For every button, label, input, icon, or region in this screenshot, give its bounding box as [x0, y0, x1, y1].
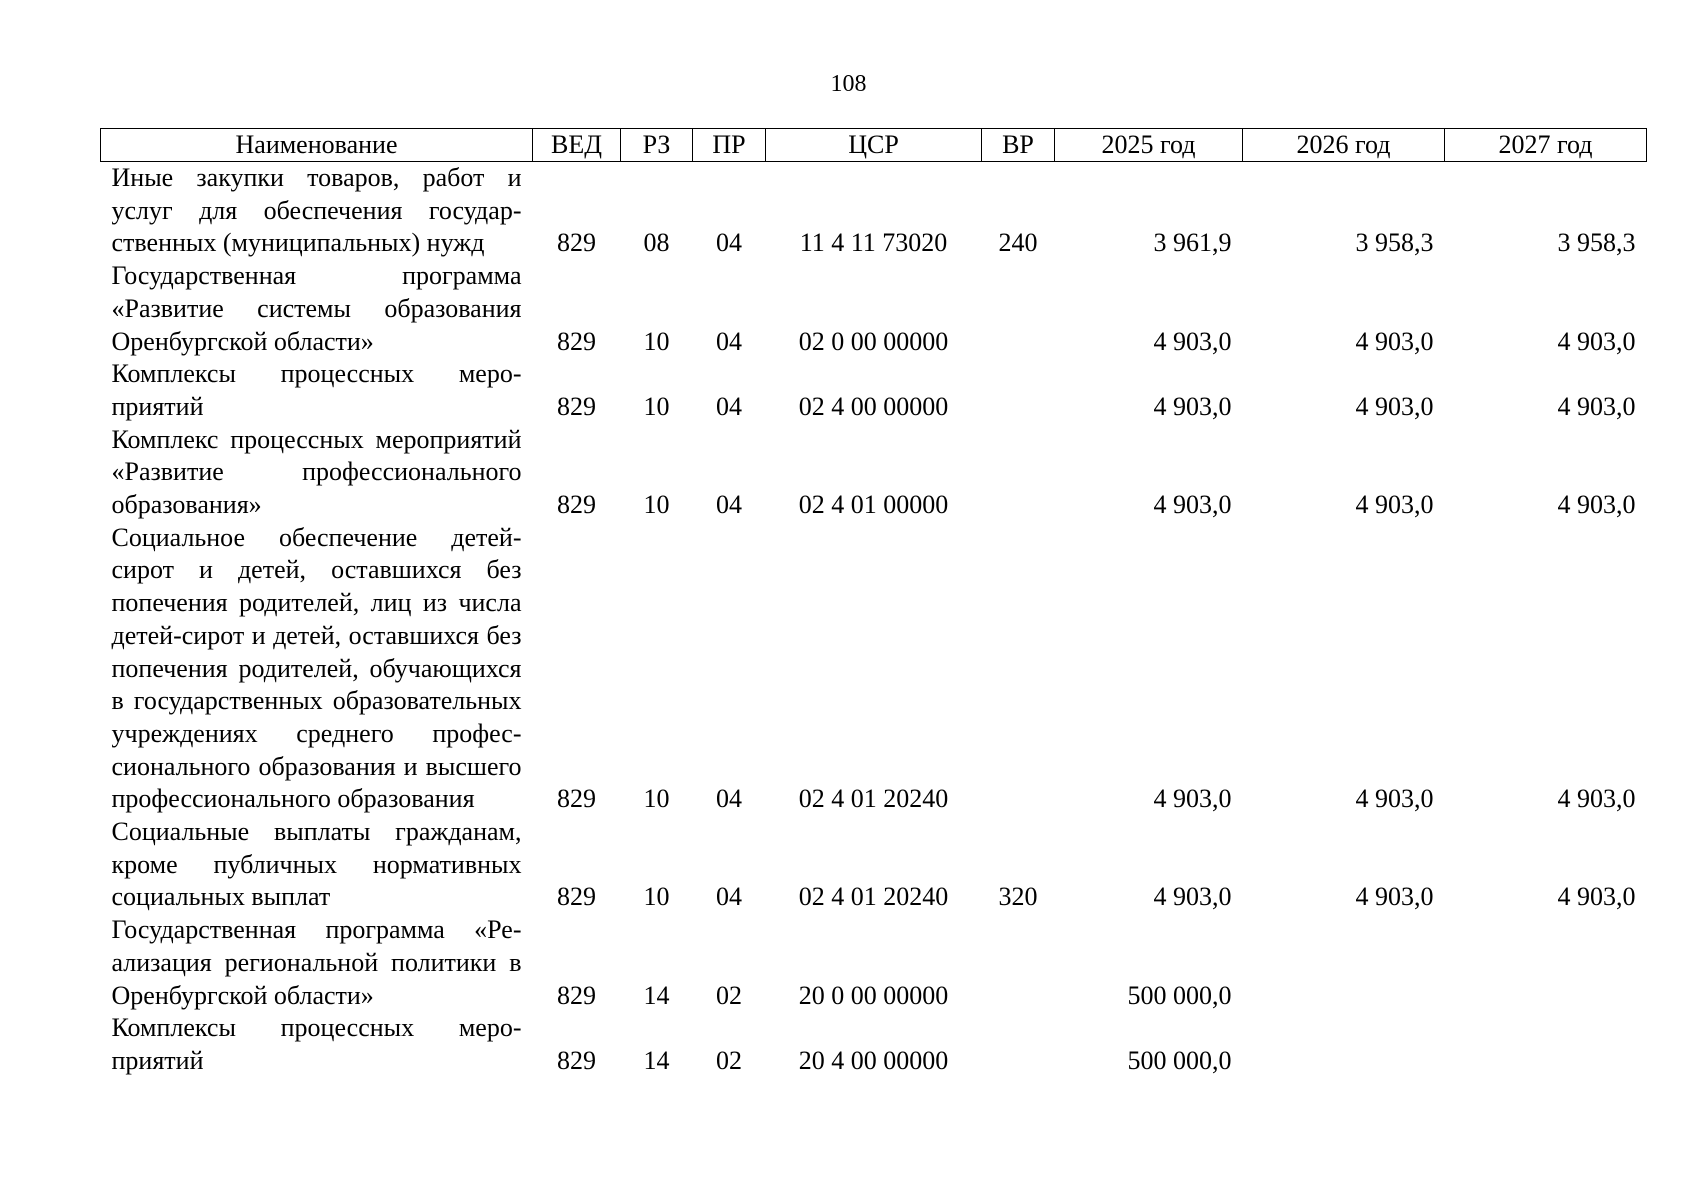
row-ved: 829	[557, 326, 596, 356]
row-pr: 02	[716, 980, 742, 1010]
table-row	[101, 260, 1647, 358]
row-pr: 04	[716, 882, 742, 912]
row-ved: 829	[557, 490, 596, 520]
header-vr: ВР	[982, 129, 1055, 162]
header-rz: РЗ	[621, 129, 693, 162]
table-row	[101, 358, 1647, 423]
row-csr: 02 4 01 20240	[798, 882, 949, 912]
row-2026: 4 903,0	[1355, 490, 1434, 520]
row-2026: 3 958,3	[1355, 228, 1434, 258]
header-2025: 2025 год	[1055, 129, 1243, 162]
header-ved: ВЕД	[533, 129, 621, 162]
row-rz: 10	[643, 784, 670, 814]
row-2027: 4 903,0	[1557, 882, 1636, 912]
row-2027	[1445, 914, 1647, 1012]
row-ved: 829	[557, 784, 596, 814]
row-vr	[982, 914, 1055, 1012]
row-vr	[982, 1012, 1055, 1077]
row-rz: 10	[643, 490, 670, 520]
row-2025: 4 903,0	[1153, 882, 1232, 912]
budget-table	[100, 128, 1647, 1078]
row-pr: 02	[716, 1045, 742, 1075]
row-2027	[1445, 1012, 1647, 1077]
row-ved: 829	[557, 228, 596, 258]
row-csr: 02 4 01 20240	[798, 784, 949, 814]
header-name: Наименование	[101, 129, 533, 162]
header-2027: 2027 год	[1445, 129, 1647, 162]
row-rz: 10	[643, 326, 670, 356]
row-name: Иные закупки товаров, работ и услуг для обеспечения государственных (муниципальных) нужд	[111, 163, 522, 258]
row-pr: 04	[716, 326, 742, 356]
row-csr: 02 4 00 00000	[798, 391, 949, 421]
header-2026: 2026 год	[1243, 129, 1445, 162]
row-pr: 04	[716, 490, 742, 520]
row-2026: 4 903,0	[1355, 326, 1434, 356]
row-pr: 04	[716, 784, 742, 814]
row-2025: 500 000,0	[1127, 980, 1232, 1010]
row-name: Социальные выплаты гражданам, кроме публичных нормативных социальных выплат	[111, 817, 522, 912]
row-ved: 829	[557, 391, 596, 421]
row-csr: 20 0 00 00000	[798, 980, 949, 1010]
row-rz: 14	[643, 1045, 670, 1075]
table-row	[101, 424, 1647, 522]
row-vr	[982, 424, 1055, 522]
row-csr: 11 4 11 73020	[799, 228, 948, 258]
row-name: Комплексы процессных мероприятий	[111, 359, 522, 421]
row-ved: 829	[557, 1045, 596, 1075]
table-row	[101, 1012, 1647, 1077]
row-2025: 3 961,9	[1153, 228, 1232, 258]
row-2026: 4 903,0	[1355, 391, 1434, 421]
table-header-row	[101, 129, 1647, 162]
row-2027: 3 958,3	[1557, 228, 1636, 258]
row-name: Комплексы процессных мероприятий	[111, 1013, 522, 1075]
row-2026: 4 903,0	[1355, 882, 1434, 912]
row-2026: 4 903,0	[1355, 784, 1434, 814]
row-name: Комплекс процессных мероприятий «Развитие профессионального образования»	[111, 424, 522, 520]
row-2026	[1243, 1012, 1445, 1077]
row-name: Социальное обеспечение детей-сирот и детей, оставшихся без попечения родителей, лиц из числа детей-сирот и детей, оставшихся без попечения родителей, обучающихся в государственных образовательных учреждениях среднего профессионального образования и высшего профессионального образования	[111, 522, 522, 814]
row-2026	[1243, 914, 1445, 1012]
row-vr	[982, 260, 1055, 358]
row-rz: 10	[643, 391, 670, 421]
row-rz: 14	[643, 980, 670, 1010]
row-vr: 240	[998, 228, 1038, 258]
table-row	[101, 816, 1647, 914]
table-row	[101, 914, 1647, 1012]
row-pr: 04	[716, 228, 742, 258]
row-2025: 4 903,0	[1153, 784, 1232, 814]
page-number: 108	[830, 71, 867, 97]
row-name: Государственная программа «Реализация региональной политики в Оренбургской области»	[111, 915, 522, 1010]
row-ved: 829	[557, 980, 596, 1010]
table-row	[101, 522, 1647, 816]
row-2027: 4 903,0	[1557, 326, 1636, 356]
row-vr	[982, 522, 1055, 816]
row-csr: 02 4 01 00000	[798, 490, 949, 520]
header-pr: ПР	[693, 129, 766, 162]
table-row	[101, 162, 1647, 261]
row-name: Государственная программа «Развитие системы образования Оренбургской области»	[111, 261, 522, 356]
row-2025: 4 903,0	[1153, 391, 1232, 421]
row-ved: 829	[557, 882, 596, 912]
row-2027: 4 903,0	[1557, 784, 1636, 814]
row-vr	[982, 358, 1055, 423]
row-2025: 500 000,0	[1127, 1045, 1232, 1075]
row-2025: 4 903,0	[1153, 326, 1232, 356]
row-2027: 4 903,0	[1557, 490, 1636, 520]
row-rz: 08	[643, 228, 670, 258]
header-csr: ЦСР	[766, 129, 982, 162]
row-pr: 04	[716, 391, 742, 421]
row-csr: 20 4 00 00000	[798, 1045, 949, 1075]
row-vr: 320	[998, 882, 1038, 912]
row-2027: 4 903,0	[1557, 391, 1636, 421]
row-2025: 4 903,0	[1153, 490, 1232, 520]
row-csr: 02 0 00 00000	[798, 326, 949, 356]
row-rz: 10	[643, 882, 670, 912]
